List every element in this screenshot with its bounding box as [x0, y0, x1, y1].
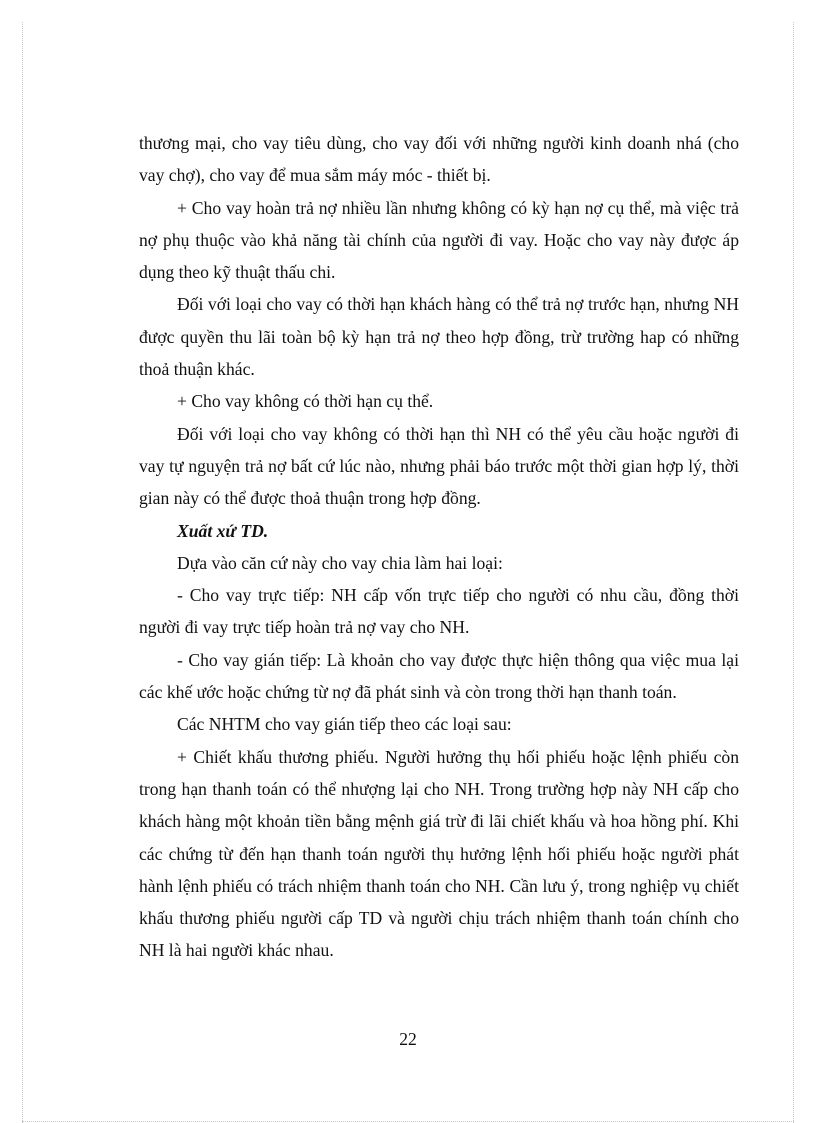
paragraph-no-term-loan: Đối với loại cho vay không có thời hạn thì NH có thể yêu cầu hoặc người đi vay tự nguyện trả nợ bất cứ lúc nào, nhưng phải báo trước một thời gian hợp lý, thời gian này có thể được thoả thuận trong hợp đồng.: [139, 423, 739, 509]
page-number: 22: [399, 1029, 417, 1049]
paragraph-indirect-loan: - Cho vay gián tiếp: Là khoản cho vay được thực hiện thông qua việc mua lại các khế ước hoặc chứng từ nợ đã phát sinh và còn trong thời hạn thanh toán.: [139, 649, 739, 703]
page-bottom-rule: [22, 1121, 794, 1122]
document-body: [139, 127, 739, 967]
paragraph-no-term-loan-title: + Cho vay không có thời hạn cụ thể.: [177, 391, 434, 412]
paragraph-direct-loan: - Cho vay trực tiếp: NH cấp vốn trực tiếp cho người có nhu cầu, đồng thời người đi vay trực tiếp hoàn trả nợ vay cho NH.: [139, 585, 739, 638]
paragraph-term-loan-prepayment: Đối với loại cho vay có thời hạn khách hàng có thể trả nợ trước hạn, nhưng NH được quyền thu lãi toàn bộ kỳ hạn trả nợ theo hợp đồng, trừ trường hap có những thoả thuận khác.: [139, 294, 739, 380]
paragraph-discounting: + Chiết khấu thương phiếu. Người hưởng thụ hối phiếu hoặc lệnh phiếu còn trong hạn thanh toán có thể nhượng lại cho NH. Trong trường hợp này NH cấp cho khách hàng một khoản tiền bằng mệnh giá trừ đi lãi chiết khấu và hoa hồng phí. Khi các chứng từ đến hạn thanh toán người thụ hưởng lệnh hối phiếu hoặc người phát hành lệnh phiếu có trách nhiệm thanh toán cho NH. Cần lưu ý, trong nghiệp vụ chiết khấu thương phiếu người cấp TD và người chịu trách nhiệm thanh toán chính cho NH là hai người khác nhau.: [139, 746, 739, 961]
paragraph-classification: Dựa vào căn cứ này cho vay chia làm hai loại:: [177, 552, 503, 573]
paragraph-continuation: thương mại, cho vay tiêu dùng, cho vay đối với những người kinh doanh nhá (cho vay chợ), cho vay để mua sắm máy móc - thiết bị.: [139, 133, 739, 186]
paragraph-indirect-types: Các NHTM cho vay gián tiếp theo các loại sau:: [177, 714, 512, 735]
paragraph-repayment-multiple: + Cho vay hoàn trả nợ nhiều lần nhưng không có kỳ hạn nợ cụ thể, mà việc trả nợ phụ thuộc vào khả năng tài chính của người đi vay. Hoặc cho vay này được áp dụng theo kỹ thuật thấu chi.: [139, 197, 739, 283]
section-heading-origin: Xuất xứ TD.: [177, 520, 269, 541]
